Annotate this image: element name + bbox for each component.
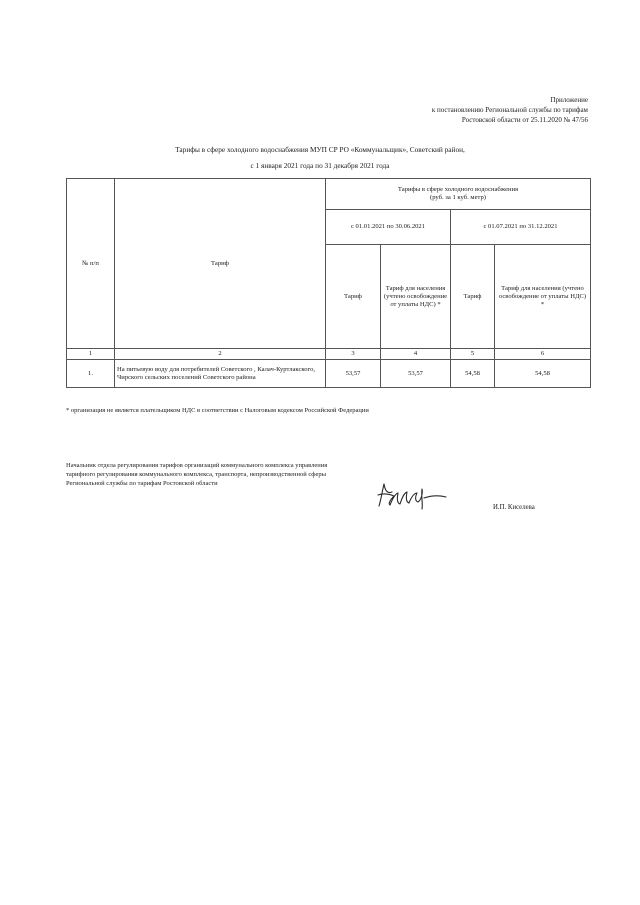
header-p1-tariff: Тариф: [326, 245, 381, 349]
col-index-1: 1: [67, 349, 115, 360]
table-row: [67, 360, 591, 388]
document-title: Тарифы в сфере холодного водоснабжения МУП СР РО «Коммунальщик», Советский район,: [175, 145, 465, 154]
col-index-2: 2: [115, 349, 326, 360]
appendix-line-1: Приложение: [550, 96, 588, 104]
row-value-4: 54,58: [495, 360, 591, 388]
header-p1-population: Тариф для населения (учтено освобождение от уплаты НДС) *: [381, 245, 451, 349]
col-index-5: 5: [451, 349, 495, 360]
header-p2-tariff: Тариф: [451, 245, 495, 349]
signer-name: И.П. Киселева: [493, 504, 535, 511]
col-index-4: 4: [381, 349, 451, 360]
row-value-1: 53,57: [326, 360, 381, 388]
header-period-1: с 01.01.2021 по 30.06.2021: [326, 210, 451, 245]
tariff-table: [66, 178, 591, 388]
appendix-line-3: Ростовской области от 25.11.2020 № 47/56: [461, 116, 588, 124]
row-value-3: 54,58: [451, 360, 495, 388]
row-number: 1.: [67, 360, 115, 388]
header-group-unit: (руб. за 1 куб. метр): [430, 194, 486, 201]
col-index-6: 6: [495, 349, 591, 360]
header-group-title: Тарифы в сфере холодного водоснабжения: [397, 186, 519, 193]
header-period-2: с 01.07.2021 по 31.12.2021: [451, 210, 591, 245]
col-index-3: 3: [326, 349, 381, 360]
appendix-header: [368, 95, 588, 125]
signer-position: Начальник отдела регулирования тарифов организаций коммунального комплекса управления тарифного регулирования коммунального комплекса, транспорта, непроизводственной сферы Региональной службы по тарифам Ростовской области: [66, 462, 328, 487]
header-p2-population: Тариф для населения (учтено освобождение от уплаты НДС) *: [495, 245, 591, 349]
footnote: * организация не является плательщиком НДС в соответствии с Налоговым кодексом Российской Федерации: [66, 407, 369, 414]
row-value-2: 53,57: [381, 360, 451, 388]
header-group: [326, 179, 591, 210]
header-number: № п/п: [67, 179, 115, 349]
appendix-line-2: к постановлению Региональной службы по тарифам: [431, 106, 588, 114]
row-name: На питьевую воду для потребителей Советского , Калач-Куртлакского, Чирского сельских поселений Советского района: [115, 360, 326, 388]
header-tariff: Тариф: [115, 179, 326, 349]
document-period: с 1 января 2021 года по 31 декабря 2021 года: [250, 161, 390, 170]
handwritten-signature: [376, 478, 456, 510]
